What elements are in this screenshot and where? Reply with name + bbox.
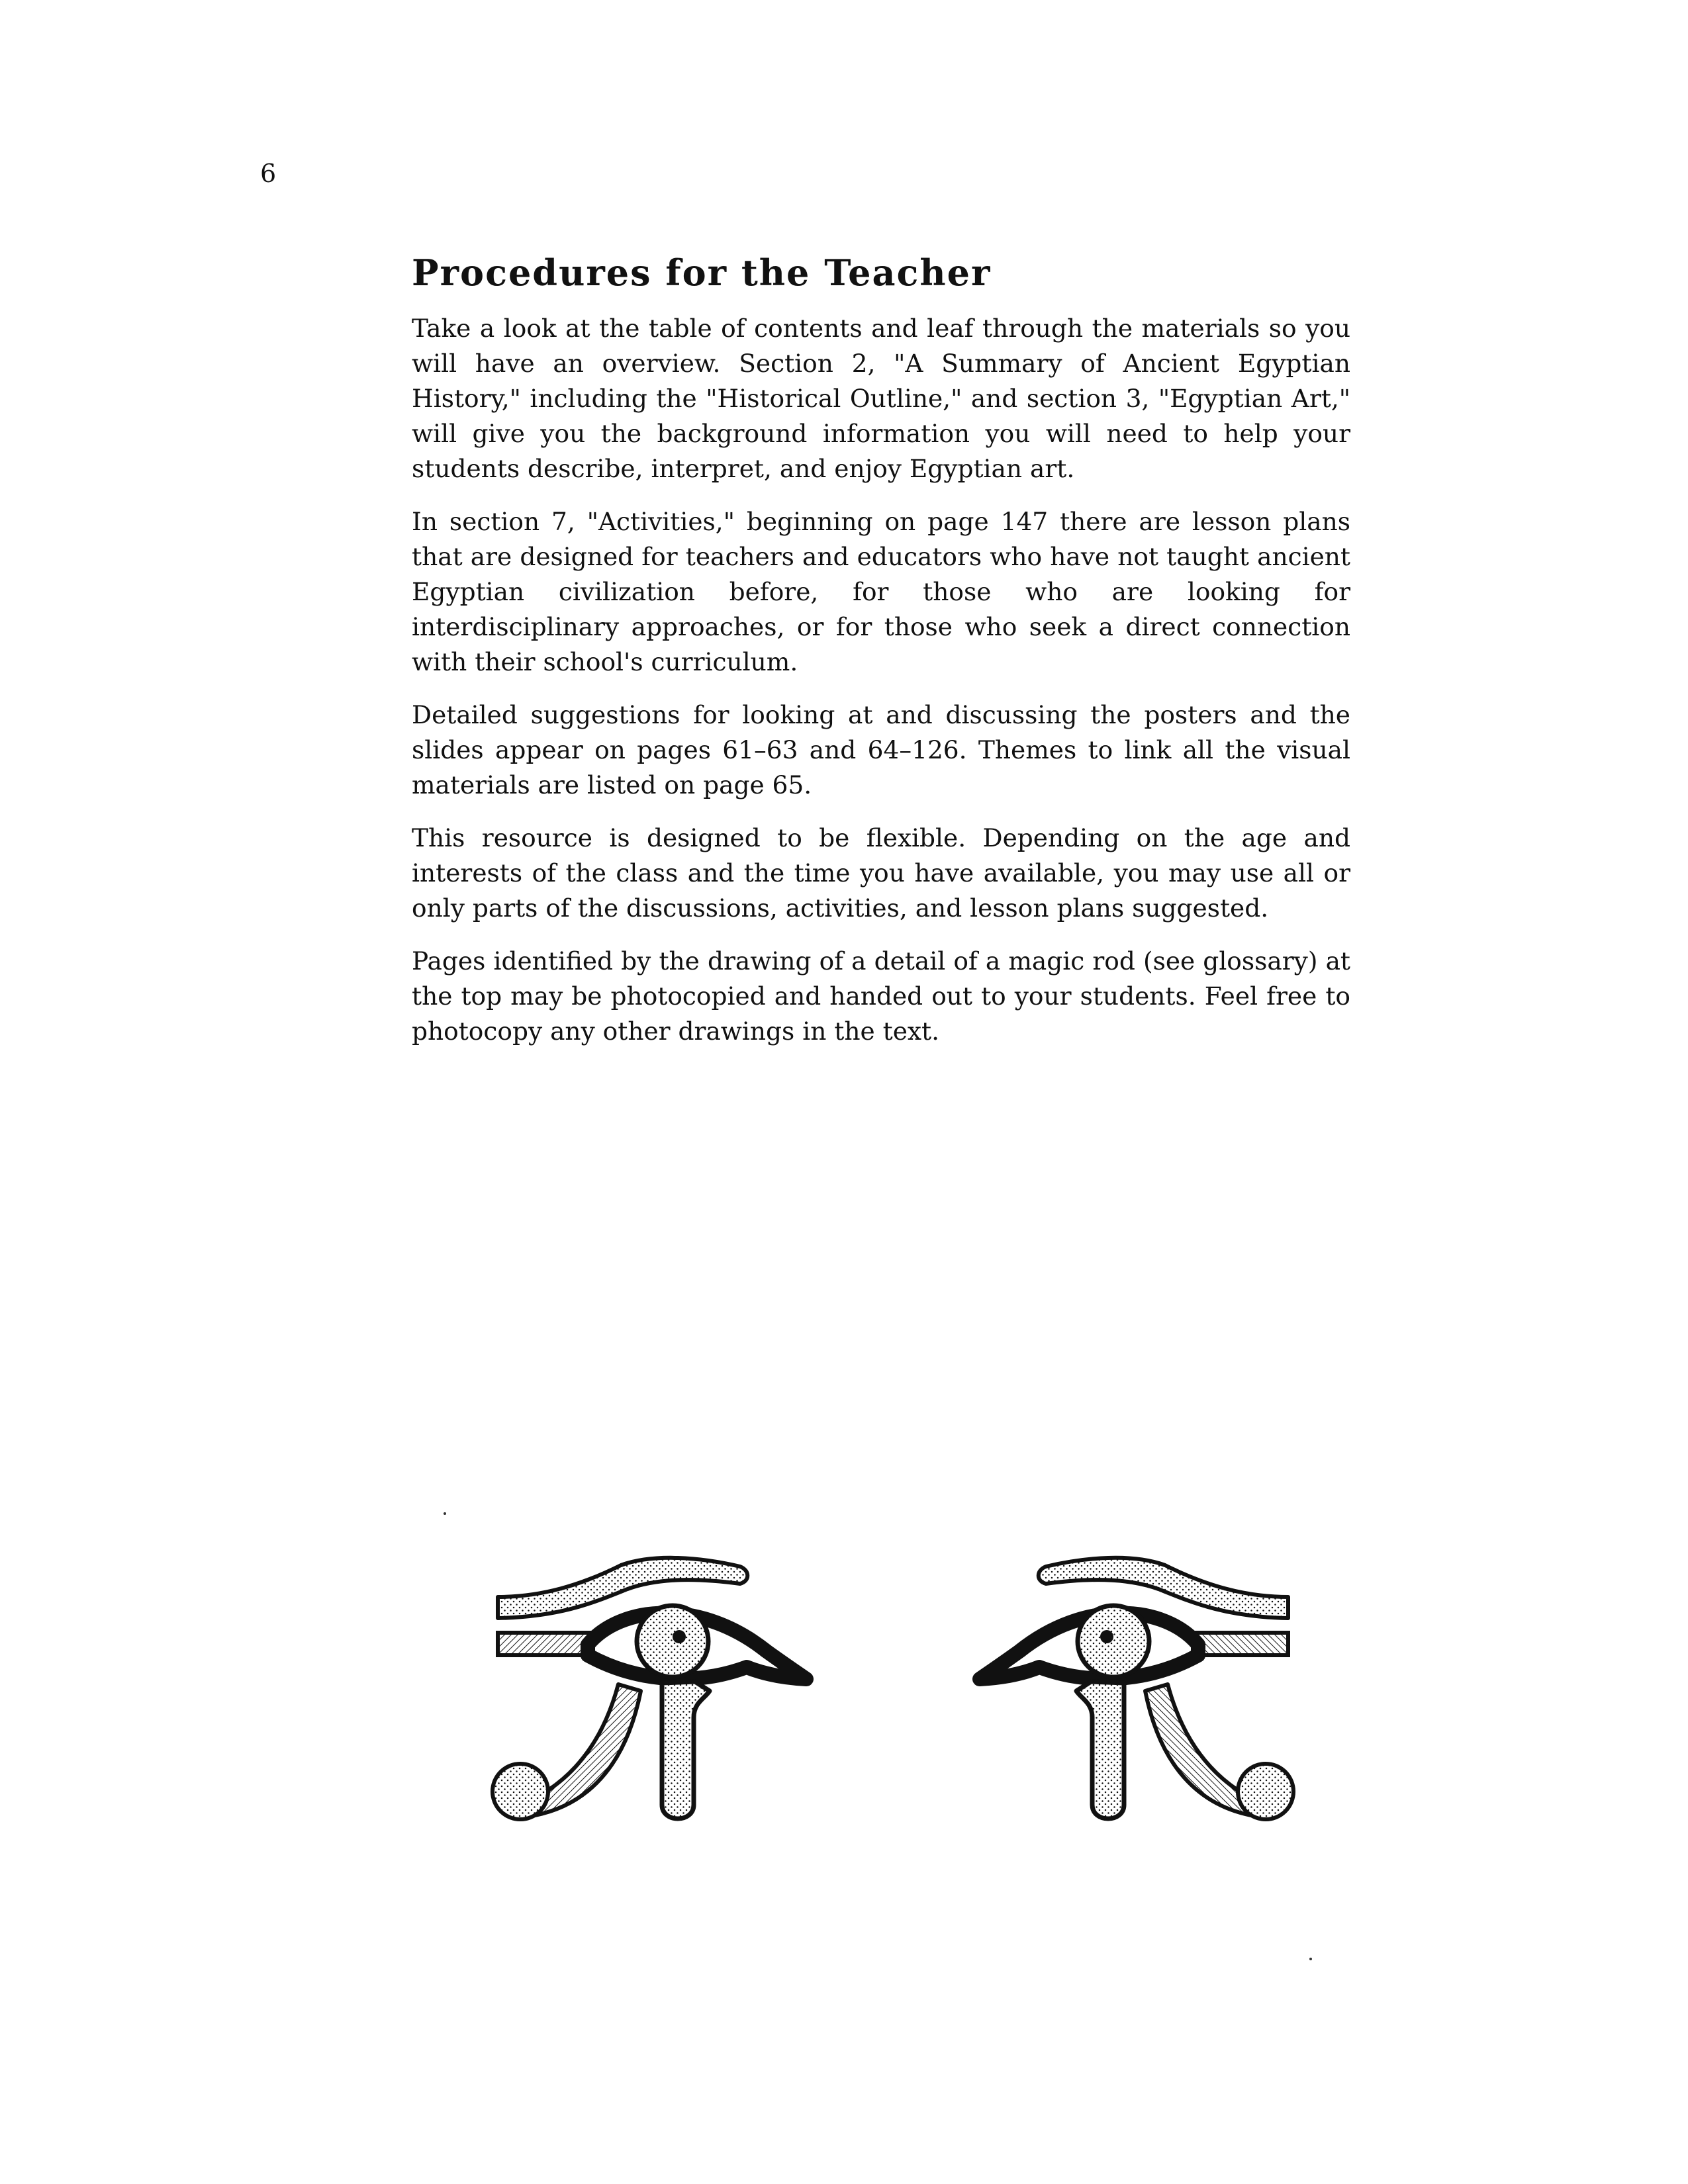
print-speck [1309, 1958, 1312, 1960]
page-number: 6 [260, 159, 277, 188]
paragraph-posters-slides: Detailed suggestions for looking at and discussing the posters and the slides appear on pages 61–63 and 64–126. Themes to link all the visual materials are listed on page 65. [412, 700, 1350, 799]
paragraph-photocopy: Pages identified by the drawing of a detail of a magic rod (see glossary) at the top may be photocopied and handed out to your students. Feel free to photocopy any other drawings in the text. [412, 946, 1350, 1046]
main-content [412, 251, 1350, 1067]
section-title: Procedures for the Teacher [412, 251, 992, 294]
paragraph-overview: Take a look at the table of contents and leaf through the materials so you will have an overview. Section 2, "A Summary of Ancient Egyptian History," including the "Historical Outline," and section 3, "Egyptian Art," will give you the background information you will need to help your students describe, interpret, and enjoy Egyptian art. [412, 314, 1350, 483]
paragraph-flexibility: This resource is designed to be flexible. Depending on the age and interests of the class and the time you have available, you may use all or only parts of the discussions, activities, and lesson plans suggested. [412, 823, 1350, 923]
print-speck [444, 1512, 446, 1515]
paragraph-activities: In section 7, "Activities," beginning on page 147 there are lesson plans that are designed for teachers and educators who have not taught ancient Egyptian civilization before, for those who are looking for interdisciplinary approaches, or for those who seek a direct connection with their school's curriculum. [412, 507, 1350, 676]
eye-of-horus-pair-icon [477, 1499, 1311, 1876]
